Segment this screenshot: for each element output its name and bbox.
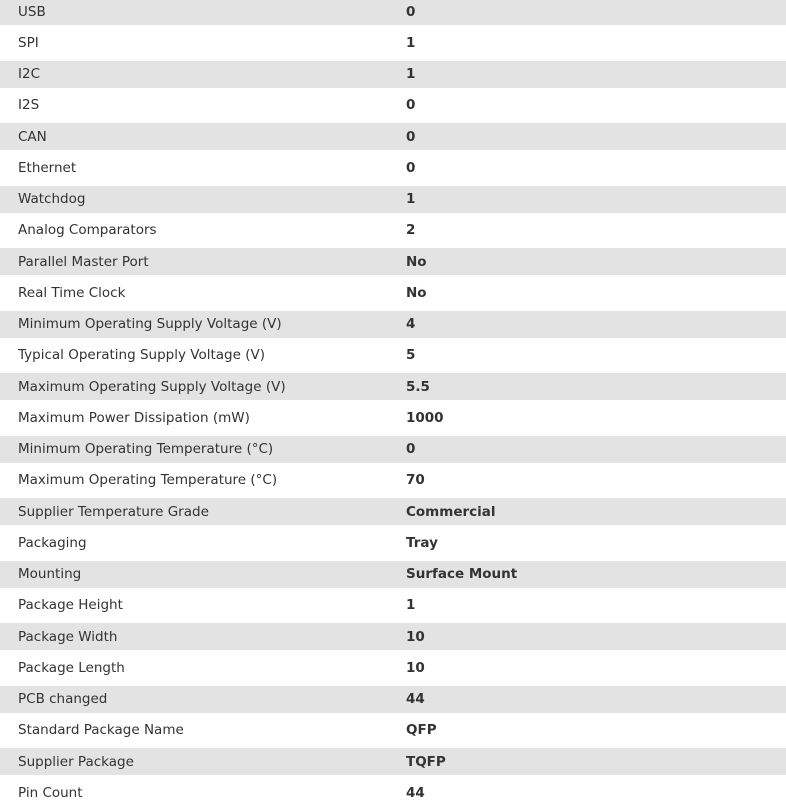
spec-label: I2C	[18, 66, 40, 82]
spec-row-package-width	[0, 623, 786, 650]
spec-label: Analog Comparators	[18, 222, 157, 239]
spec-value: No	[406, 284, 427, 301]
spec-row-i2s	[0, 92, 786, 119]
spec-value: 0	[406, 159, 416, 176]
spec-label: Minimum Operating Supply Voltage (V)	[18, 316, 282, 332]
spec-value: 5	[406, 347, 416, 364]
spec-value: 0	[406, 97, 416, 114]
spec-row-max-operating-temp	[0, 467, 786, 494]
spec-value: 0	[406, 128, 416, 145]
spec-row-package-height	[0, 592, 786, 619]
spec-row-min-supply-voltage	[0, 311, 786, 338]
spec-row-pin-count	[0, 779, 786, 806]
spec-label: Maximum Operating Temperature (°C)	[18, 472, 278, 489]
spec-row-watchdog	[0, 186, 786, 213]
spec-label: Typical Operating Supply Voltage (V)	[18, 347, 265, 364]
spec-row-max-power-dissipation	[0, 404, 786, 431]
spec-label: Minimum Operating Temperature (°C)	[18, 441, 274, 457]
spec-label: Standard Package Name	[18, 722, 184, 739]
spec-row-mounting	[0, 561, 786, 588]
spec-row-ethernet	[0, 154, 786, 181]
spec-row-real-time-clock	[0, 279, 786, 306]
spec-row-temperature-grade	[0, 498, 786, 525]
spec-value: 44	[406, 691, 425, 707]
spec-row-i2c	[0, 61, 786, 88]
spec-label: Mounting	[18, 566, 82, 582]
spec-row-analog-comparators	[0, 217, 786, 244]
spec-label: Pin Count	[18, 784, 83, 801]
spec-row-parallel-master-port	[0, 248, 786, 275]
spec-value: 10	[406, 659, 425, 676]
spec-value: QFP	[406, 722, 437, 739]
spec-value: 1	[406, 191, 416, 207]
spec-label: Maximum Operating Supply Voltage (V)	[18, 378, 286, 395]
spec-label: Package Height	[18, 597, 123, 614]
spec-value: 0	[406, 3, 416, 20]
spec-value: 1	[406, 597, 416, 614]
spec-label: Package Length	[18, 659, 125, 676]
spec-value: 44	[406, 784, 425, 801]
spec-label: PCB changed	[18, 691, 108, 707]
spec-row-min-operating-temp	[0, 436, 786, 463]
spec-row-package-length	[0, 654, 786, 681]
spec-value: 0	[406, 441, 416, 457]
spec-value: 1	[406, 66, 416, 82]
spec-value: 10	[406, 628, 425, 645]
spec-value: 5.5	[406, 378, 430, 395]
spec-row-typ-supply-voltage	[0, 342, 786, 369]
spec-label: Maximum Power Dissipation (mW)	[18, 409, 250, 426]
spec-value: 70	[406, 472, 425, 489]
spec-label: Real Time Clock	[18, 284, 126, 301]
spec-value: TQFP	[406, 753, 446, 770]
spec-value: No	[406, 253, 427, 270]
spec-label: Packaging	[18, 534, 87, 551]
spec-label: I2S	[18, 97, 40, 114]
spec-row-packaging	[0, 529, 786, 556]
spec-value: 4	[406, 316, 416, 332]
spec-row-pcb-changed	[0, 686, 786, 713]
spec-row-spi	[0, 29, 786, 56]
spec-row-supplier-package	[0, 748, 786, 775]
spec-row-can	[0, 123, 786, 150]
spec-value: Surface Mount	[406, 566, 518, 582]
spec-label: Watchdog	[18, 191, 86, 207]
spec-label: Package Width	[18, 628, 118, 645]
spec-label: Parallel Master Port	[18, 253, 149, 270]
spec-label: Ethernet	[18, 159, 77, 176]
spec-value: Tray	[406, 534, 438, 551]
spec-label: Supplier Temperature Grade	[18, 503, 209, 520]
spec-value: 1000	[406, 409, 444, 426]
spec-label: Supplier Package	[18, 753, 134, 770]
spec-label: USB	[18, 3, 46, 20]
spec-row-max-supply-voltage	[0, 373, 786, 400]
spec-value: Commercial	[406, 503, 496, 520]
spec-row-standard-package-name	[0, 717, 786, 744]
spec-label: SPI	[18, 34, 39, 51]
spec-value: 2	[406, 222, 416, 239]
spec-row-usb	[0, 0, 786, 25]
spec-label: CAN	[18, 128, 47, 145]
spec-value: 1	[406, 34, 416, 51]
